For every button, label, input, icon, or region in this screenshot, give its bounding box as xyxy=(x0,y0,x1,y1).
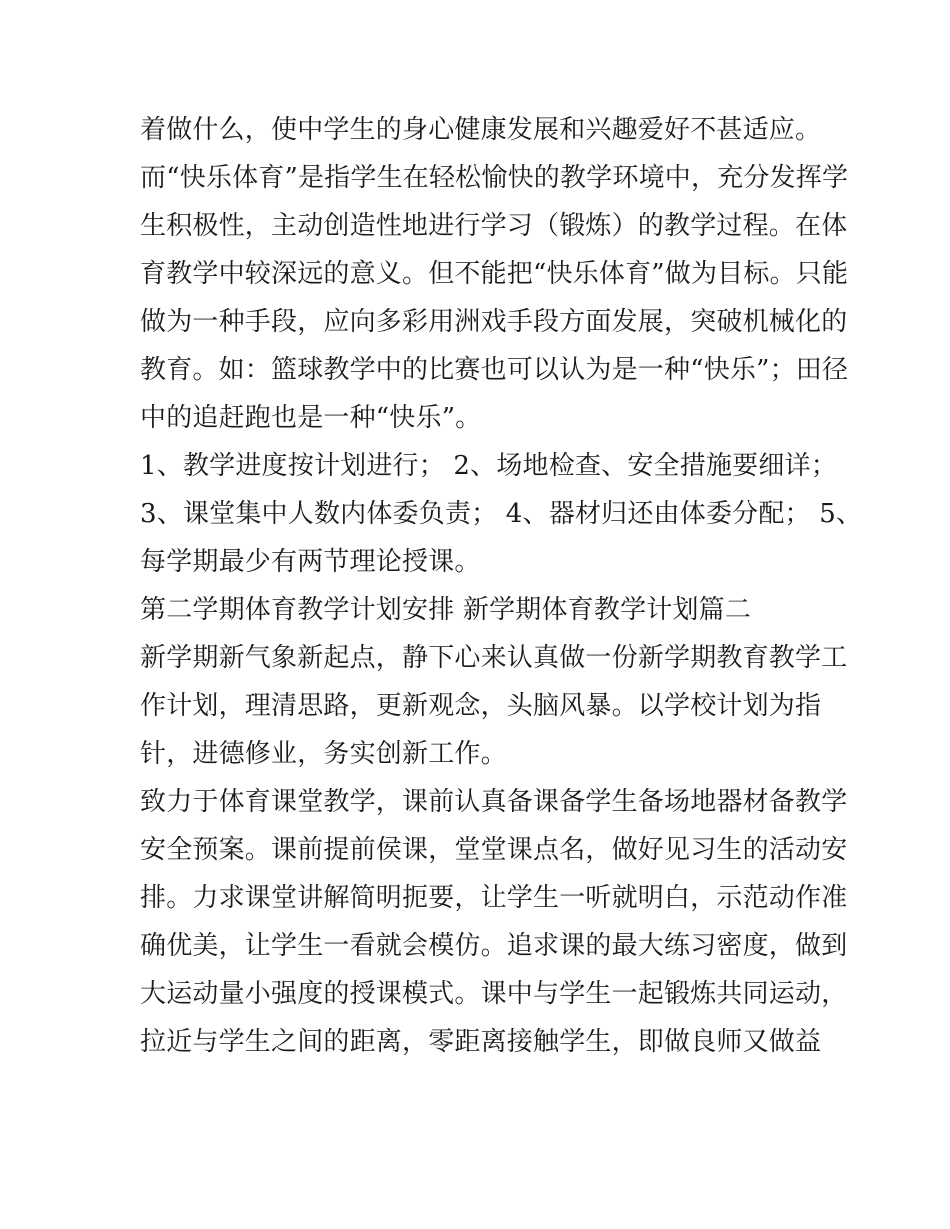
text-line: 排。力求课堂讲解简明扼要，让学生一听就明白，示范动作准 xyxy=(140,883,848,913)
document-body xyxy=(140,106,863,1066)
text-line: 每学期最少有两节理论授课。 xyxy=(140,547,481,577)
text-line: 确优美，让学生一看就会模仿。追求课的最大练习密度，做到 xyxy=(140,931,848,961)
text-line: 拉近与学生之间的距离，零距离接触学生，即做良师又做益 xyxy=(140,1027,822,1057)
text-line: 育教学中较深远的意义。但不能把“快乐体育”做为目标。只能 xyxy=(140,259,849,289)
text-line: 致力于体育课堂教学，课前认真备课备学生备场地器材备教学 xyxy=(140,787,848,817)
text-line: 作计划，理清思路，更新观念，头脑风暴。以学校计划为指 xyxy=(140,691,822,721)
text-line: 针，进德修业，务实创新工作。 xyxy=(140,739,507,769)
section-heading: 第二学期体育教学计划安排 新学期体育教学计划篇二 xyxy=(140,595,752,625)
text-line: 生积极性，主动创造性地进行学习（锻炼）的教学过程。在体 xyxy=(140,211,848,241)
text-line: 大运动量小强度的授课模式。课中与学生一起锻炼共同运动， xyxy=(140,979,848,1009)
text-line: 安全预案。课前提前侯课，堂堂课点名，做好见习生的活动安 xyxy=(140,835,848,865)
text-line: 新学期新气象新起点，静下心来认真做一份新学期教育教学工 xyxy=(140,643,848,673)
text-line: 着做什么，使中学生的身心健康发展和兴趣爱好不甚适应。 xyxy=(140,115,822,145)
text-line: 而“快乐体育”是指学生在轻松愉快的教学环境中，充分发挥学 xyxy=(140,163,849,193)
text-line: 中的追赶跑也是一种“快乐”。 xyxy=(140,403,482,433)
list-line: 1、教学进度按计划进行； 2、场地检查、安全措施要细详； xyxy=(140,451,837,481)
list-line: 3、课堂集中人数内体委负责； 4、器材归还由体委分配； 5、 xyxy=(140,499,863,529)
text-line: 做为一种手段，应向多彩用洲戏手段方面发展，突破机械化的 xyxy=(140,307,848,337)
text-line: 教育。如：篮球教学中的比赛也可以认为是一种“快乐”；田径 xyxy=(140,355,849,385)
